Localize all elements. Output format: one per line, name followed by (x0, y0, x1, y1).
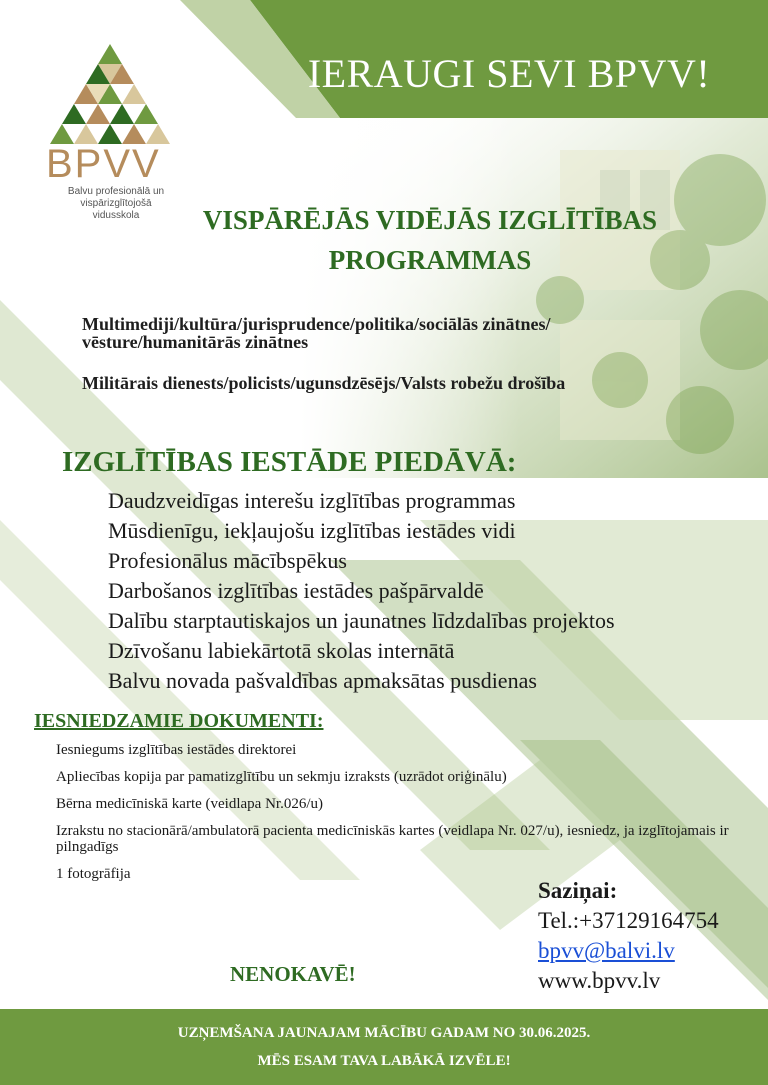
contact-website-link[interactable]: www.bpvv.lv (538, 968, 661, 993)
header-slogan: IERAUGI SEVI BPVV! (307, 51, 711, 96)
document-item: 1 fotogrāfija (56, 866, 131, 882)
offer-item: Daudzveidīgas interešu izglītības programmas (108, 488, 516, 513)
offer-heading: IZGLĪTĪBAS IESTĀDE PIEDĀVĀ: (62, 446, 517, 478)
offer-item: Dzīvošanu labiekārtotā skolas internātā (108, 638, 455, 663)
footer-banner (0, 1009, 768, 1085)
offer-item: Mūsdienīgu, iekļaujošu izglītības iestādes vidi (108, 518, 516, 543)
contact-email-link[interactable]: bpvv@balvi.lv (538, 938, 675, 963)
programs-line-1b: vēsture/humanitārās zinātnes (82, 332, 309, 352)
document-item: Izrakstu no stacionārā/ambulatorā pacienta medicīniskās kartes (veidlapa Nr. 027/u), iesniedz, ja izglītojamais ir pilngadīgs (56, 823, 729, 855)
footer-line-2: MĒS ESAM TAVA LABĀKĀ IZVĒLE! (257, 1053, 511, 1069)
programs-line-1 (82, 315, 742, 351)
offer-item: Balvu novada pašvaldības apmaksātas pusdienas (108, 668, 537, 693)
offer-list (108, 486, 615, 696)
programs-line-2: Militārais dienests/policists/ugunsdzēsējs/Valsts robežu drošība (82, 373, 566, 393)
programs-line-1a: Multimediji/kultūra/jurisprudence/politika/sociālās zinātnes/ (82, 314, 551, 334)
page-title (120, 200, 740, 280)
title-line-2: PROGRAMMAS (328, 245, 532, 275)
logo-subtitle: Balvu profesionālā un vispārizglītojošā vidusskola (67, 186, 165, 221)
offer-item: Darbošanos izglītības iestādes pašpārvaldē (108, 578, 484, 603)
documents-list (56, 742, 736, 893)
contact-label: Saziņai: (538, 878, 618, 903)
offer-item: Profesionālus mācībspēkus (108, 548, 347, 573)
document-item: Apliecības kopija par pamatizglītību un sekmju izraksts (uzrādot oriģinālu) (56, 769, 507, 785)
footer-line-1: UZŅEMŠANA JAUNAJAM MĀCĪBU GADAM NO 30.06.2025. (177, 1025, 591, 1041)
title-line-1: VISPĀRĒJĀS VIDĒJĀS IZGLĪTĪBAS (202, 205, 658, 235)
contact-phone[interactable]: Tel.:+37129164754 (538, 908, 719, 933)
document-item: Iesniegums izglītības iestādes direktorei (56, 742, 297, 758)
document-item: Bērna medicīniskā karte (veidlapa Nr.026/u) (56, 796, 323, 812)
offer-item: Dalību starptautiskajos un jaunatnes līdzdalības projektos (108, 608, 615, 633)
logo-abbreviation: BPVV (46, 142, 161, 186)
dont-miss-callout: NENOKAVĒ! (230, 962, 356, 986)
documents-heading: IESNIEDZAMIE DOKUMENTI: (34, 710, 324, 732)
